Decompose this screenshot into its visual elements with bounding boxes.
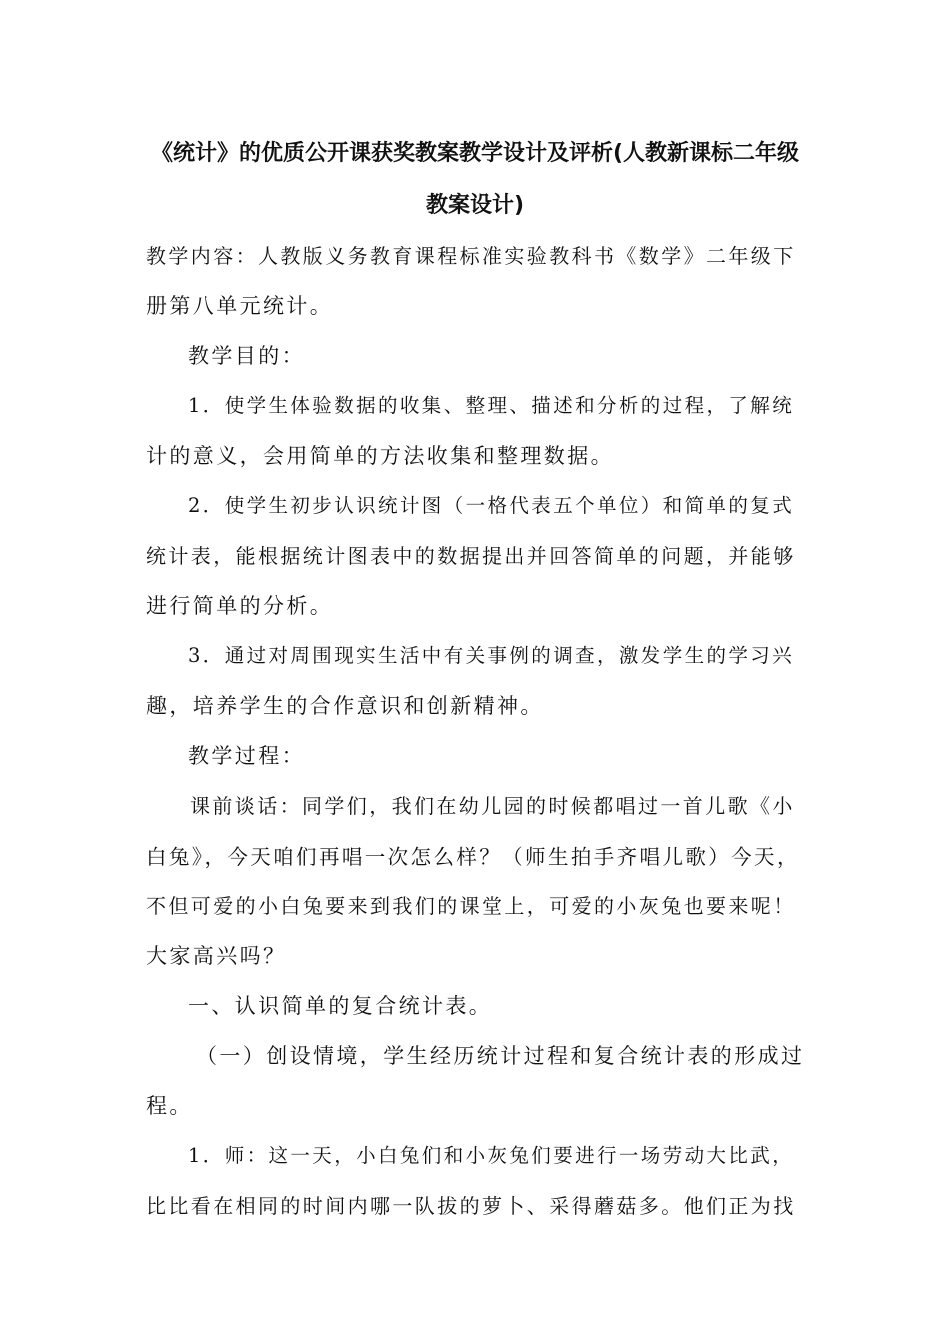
body-line-19: 1．师：这一天，小白兔们和小灰兔们要进行一场劳动大比武，	[188, 1144, 795, 1167]
body-line-4: 1．使学生体验数据的收集、整理、描述和分析的过程，了解统	[188, 394, 795, 417]
body-line-7: 统计表，能根据统计图表中的数据提出并回答简单的问题，并能够	[146, 544, 796, 568]
body-line-1: 教学内容：人教版义务教育课程标准实验教科书《数学》二年级下	[146, 244, 796, 268]
body-line-10: 趣，培养学生的合作意识和创新精神。	[146, 694, 544, 718]
body-line-8: 进行简单的分析。	[146, 594, 334, 618]
document-title-line-1: 《统计》的优质公开课获奖教案教学设计及评析(人教新课标二年级	[150, 141, 800, 166]
body-line-12: 课前谈话：同学们，我们在幼儿园的时候都唱过一首儿歌《小	[190, 794, 795, 818]
section-heading-objectives: 教学目的：	[188, 344, 305, 368]
body-line-5: 计的意义，会用简单的方法收集和整理数据。	[146, 444, 614, 468]
body-line-13: 白兔》，今天咱们再唱一次怎么样？（师生拍手齐唱儿歌）今天，	[146, 845, 800, 869]
subsection-heading-1: （一）创设情境，学生经历统计过程和复合统计表的形成过	[196, 1044, 805, 1068]
body-line-15: 大家高兴吗？	[146, 944, 287, 968]
body-line-18: 程。	[146, 1094, 193, 1118]
body-line-14: 不但可爱的小白兔要来到我们的课堂上，可爱的小灰兔也要来呢！	[146, 894, 796, 918]
body-line-6: 2．使学生初步认识统计图（一格代表五个单位）和简单的复式	[188, 494, 795, 517]
body-line-9: 3．通过对周围现实生活中有关事例的调查，激发学生的学习兴	[188, 644, 795, 667]
section-heading-process: 教学过程：	[188, 744, 305, 768]
body-line-20: 比比看在相同的时间内哪一队拔的萝卜、采得蘑菇多。他们正为找	[146, 1194, 796, 1218]
document-title-line-2: 教案设计)	[425, 193, 525, 218]
body-line-2: 册第八单元统计。	[146, 294, 334, 318]
section-heading-1: 一、认识简单的复合统计表。	[188, 994, 493, 1018]
